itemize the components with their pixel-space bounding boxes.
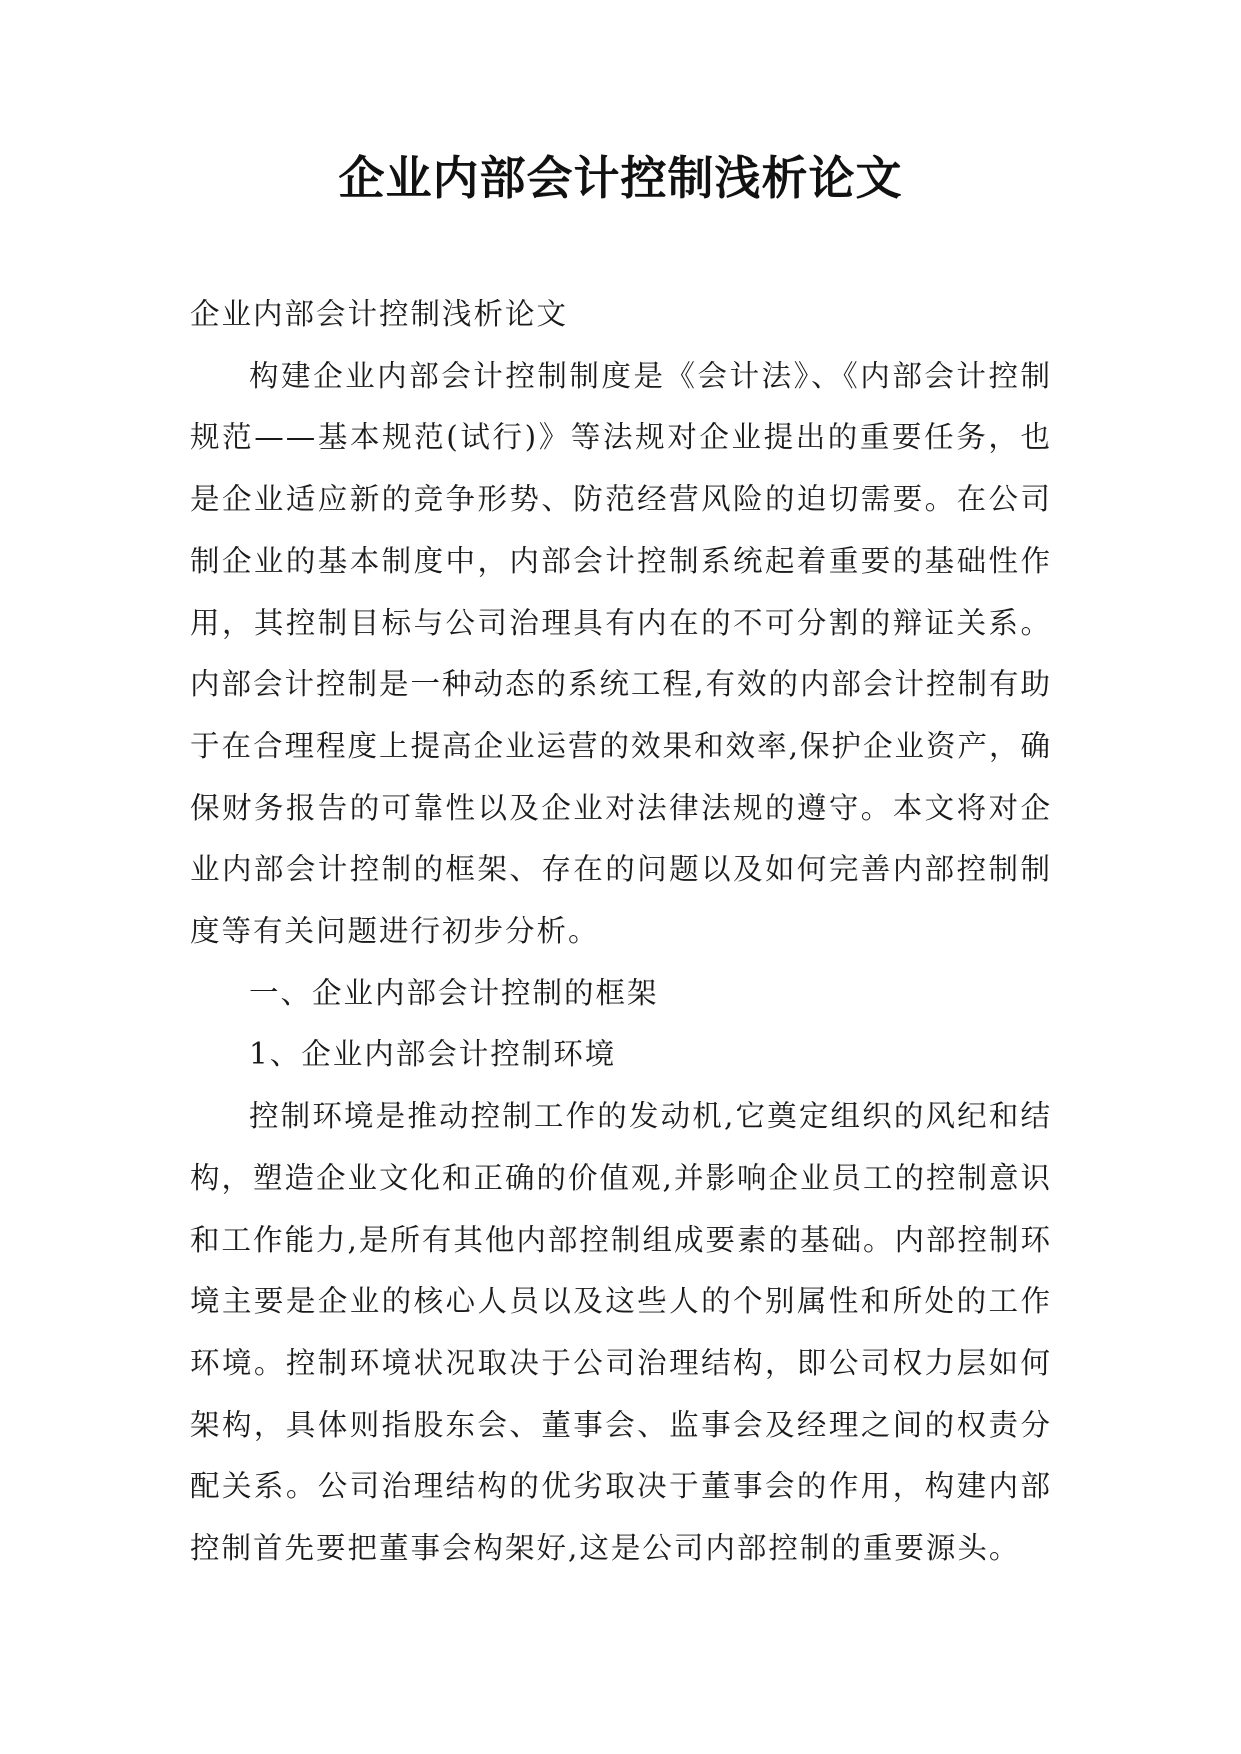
subtitle-line: 企业内部会计控制浅析论文 [190, 297, 569, 331]
subsection-heading: 1、企业内部会计控制环境 [249, 1037, 617, 1072]
intro-paragraph: 构建企业内部会计控制制度是《会计法》、《内部会计控制规范——基本规范(试行)》等法规对企业提出的重要任务，也是企业适应新的竞争形势、防范经营风险的迫切需要。在公司制企业的基本制度中，内部会计控制系统起着重要的基础性作用，其控制目标与公司治理具有内在的不可分割的辩证关系。内部会计控制是一种动态的系统工程,有效的内部会计控制有助于在合理程度上提高企业运营的效果和效率,保护企业资产，确保财务报告的可靠性以及企业对法律法规的遵守。本文将对企业内部会计控制的框架、存在的问题以及如何完善内部控制制度等有关问题进行初步分析。 [190, 358, 1052, 949]
body-paragraph: 控制环境是推动控制工作的发动机,它奠定组织的风纪和结构，塑造企业文化和正确的价值观,并影响企业员工的控制意识和工作能力,是所有其他内部控制组成要素的基础。内部控制环境主要是企业的核心人员以及这些人的个别属性和所处的工作环境。控制环境状况取决于公司治理结构，即公司权力层如何架构，具体则指股东会、董事会、监事会及经理之间的权责分配关系。公司治理结构的优劣取决于董事会的作用，构建内部控制首先要把董事会构架好,这是公司内部控制的重要源头。 [190, 1099, 1052, 1566]
document-title: 企业内部会计控制浅析论文 [338, 151, 903, 205]
section-heading: 一、企业内部会计控制的框架 [249, 975, 659, 1010]
document-body [190, 284, 1052, 1580]
